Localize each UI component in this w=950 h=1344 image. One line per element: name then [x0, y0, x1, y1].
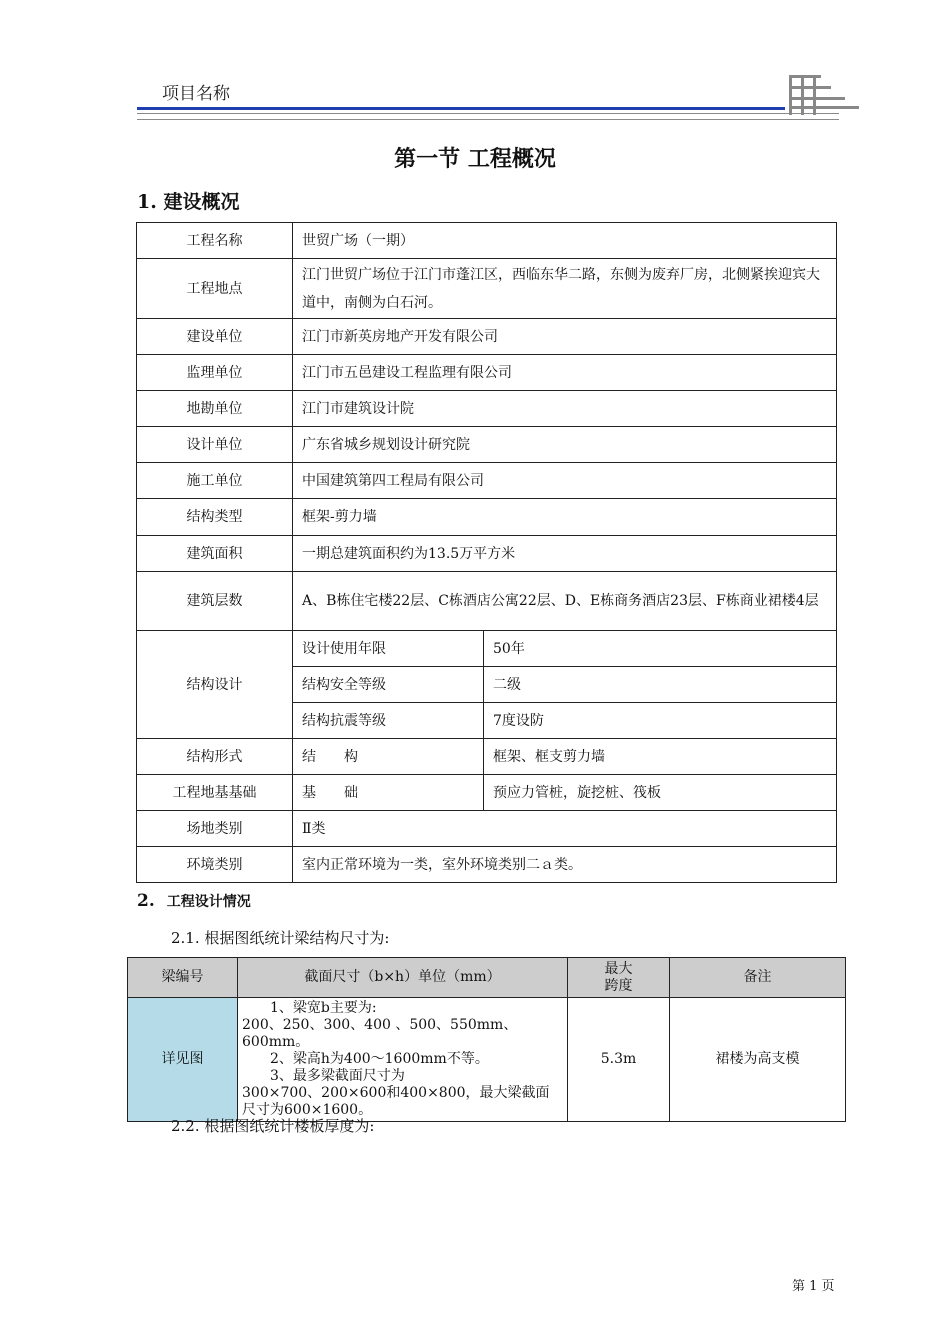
- row-value: 世贸广场（一期）: [293, 223, 837, 259]
- row-label: 环境类别: [137, 847, 293, 883]
- table-row: [137, 223, 837, 259]
- table-row: [137, 463, 837, 499]
- beam-size-table: [127, 957, 846, 1122]
- table-row: [137, 499, 837, 536]
- desc-line: 200、250、300、400 、500、550mm、600mm。: [242, 1017, 518, 1050]
- desc-line: 2、梁高h为400～1600mm不等。: [242, 1051, 489, 1067]
- table-row: [137, 572, 837, 631]
- row-value: Ⅱ类: [293, 811, 837, 847]
- column-header: 最大 跨度: [568, 958, 670, 998]
- row-label: 施工单位: [137, 463, 293, 499]
- paragraph-slab-stats: 2.2. 根据图纸统计楼板厚度为:: [171, 1117, 375, 1135]
- row-label: 结构形式: [137, 739, 293, 775]
- row-value: 一期总建筑面积约为13.5万平方米: [293, 536, 837, 572]
- project-info-table: [136, 222, 837, 883]
- table-row: [137, 319, 837, 355]
- header-rule-gray-2: [137, 119, 839, 120]
- row-label: 场地类别: [137, 811, 293, 847]
- page-number: 第 1 页: [792, 1279, 835, 1294]
- table-row: [137, 427, 837, 463]
- column-header: 备注: [670, 958, 846, 998]
- table-row: [137, 631, 837, 667]
- row-value: 中国建筑第四工程局有限公司: [293, 463, 837, 499]
- desc-line: 3、最多梁截面尺寸为: [242, 1068, 405, 1084]
- section-title: 第一节 工程概况: [394, 146, 556, 172]
- row-value: 50年: [484, 631, 837, 667]
- header-rule-gray: [137, 113, 839, 114]
- row-value: 7度设防: [484, 703, 837, 739]
- table-row: [137, 391, 837, 427]
- row-label: 地勘单位: [137, 391, 293, 427]
- row-label: 工程名称: [137, 223, 293, 259]
- row-key: 基 础: [293, 775, 484, 811]
- row-value: 二级: [484, 667, 837, 703]
- row-label: 建筑面积: [137, 536, 293, 572]
- header-title: 项目名称: [162, 84, 230, 104]
- row-label: 监理单位: [137, 355, 293, 391]
- heading-text: 工程设计情况: [166, 894, 251, 910]
- table-row: [137, 739, 837, 775]
- desc-line: 1、梁宽b主要为:: [242, 1000, 377, 1016]
- row-label: 工程地基基础: [137, 775, 293, 811]
- row-label: 结构设计: [137, 631, 293, 739]
- row-value: 江门市建筑设计院: [293, 391, 837, 427]
- header-rule-blue: [137, 107, 785, 110]
- row-value: 江门市五邑建设工程监理有限公司: [293, 355, 837, 391]
- row-value: 框架-剪力墙: [293, 499, 837, 536]
- row-label: 结构类型: [137, 499, 293, 536]
- row-value: 框架、框支剪力墙: [484, 739, 837, 775]
- column-header: 截面尺寸（b×h）单位（mm）: [238, 958, 568, 998]
- row-label: 工程地点: [137, 259, 293, 319]
- table-row: [137, 811, 837, 847]
- beam-id-cell: 详见图: [128, 998, 238, 1122]
- row-key: 结 构: [293, 739, 484, 775]
- table-row: [128, 998, 846, 1122]
- heading-number: 2.: [137, 891, 155, 911]
- table-row: [137, 847, 837, 883]
- table-row: [137, 775, 837, 811]
- row-value: 江门世贸广场位于江门市蓬江区，西临东华二路，东侧为废弃厂房，北侧紧挨迎宾大道中，南侧为白石河。: [293, 259, 837, 319]
- table-row: [137, 355, 837, 391]
- row-value: A、B栋住宅楼22层、C栋酒店公寓22层、D、E栋商务酒店23层、F栋商业裙楼4层: [293, 572, 837, 631]
- row-label: 建筑层数: [137, 572, 293, 631]
- beam-span-cell: 5.3m: [568, 998, 670, 1122]
- paragraph-beam-stats: 2.1. 根据图纸统计梁结构尺寸为:: [171, 929, 390, 947]
- row-value: 江门市新英房地产开发有限公司: [293, 319, 837, 355]
- heading-design-situation: [137, 891, 251, 911]
- company-logo-icon: [785, 72, 860, 120]
- row-label: 建设单位: [137, 319, 293, 355]
- table-row: [137, 259, 837, 319]
- row-key: 结构抗震等级: [293, 703, 484, 739]
- beam-desc-cell: [238, 998, 568, 1122]
- beam-note-cell: 裙楼为高支模: [670, 998, 846, 1122]
- row-key: 结构安全等级: [293, 667, 484, 703]
- row-value: 室内正常环境为一类，室外环境类别二ａ类。: [293, 847, 837, 883]
- table-row: [137, 536, 837, 572]
- row-value: 预应力管桩，旋挖桩、筏板: [484, 775, 837, 811]
- desc-line: 300×700、200×600和400×800，最大梁截面尺寸为600×1600。: [242, 1085, 550, 1118]
- heading-construction-overview: 1. 建设概况: [137, 191, 240, 213]
- column-header: 梁编号: [128, 958, 238, 998]
- row-value: 广东省城乡规划设计研究院: [293, 427, 837, 463]
- table-header-row: [128, 958, 846, 998]
- row-label: 设计单位: [137, 427, 293, 463]
- row-key: 设计使用年限: [293, 631, 484, 667]
